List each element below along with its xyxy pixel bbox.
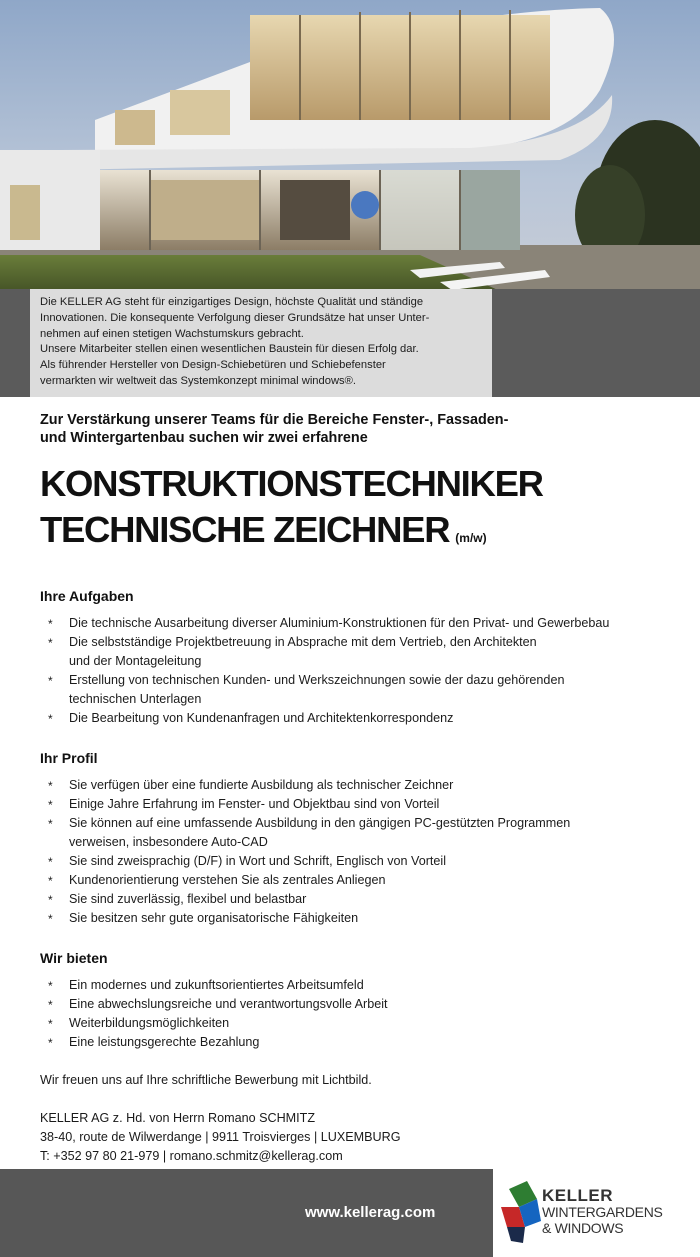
logo-keller: KELLER: [542, 1186, 613, 1205]
list-item: * Ein modernes und zukunftsorientiertes Arbeitsumfeld: [40, 976, 680, 995]
intro-line: Die KELLER AG steht für einzigartiges Design, höchste Qualität und ständige: [40, 296, 424, 308]
list-item: * Sie besitzen sehr gute organisatorische Fähigkeiten: [40, 909, 680, 928]
lead-line-2: und Wintergartenbau suchen wir zwei erfahrene: [40, 430, 368, 446]
list-item: * Sie sind zweisprachig (D/F) in Wort und Schrift, Englisch von Vorteil: [40, 852, 680, 871]
section-aufgaben: [40, 588, 680, 728]
aufgaben-list: [40, 614, 680, 728]
intro-line: Innovationen. Die konsequente Verfolgung dieser Grundsätze hat unser Unter-: [40, 311, 430, 324]
section-heading: Wir bieten: [40, 950, 108, 966]
intro-left-band: [0, 289, 30, 397]
website-link[interactable]: www.kellerag.com: [305, 1204, 436, 1221]
section-profil: [40, 750, 680, 928]
list-item: * Eine abwechslungsreiche und verantwortungsvolle Arbeit: [40, 995, 680, 1014]
job-title-line-2: TECHNISCHE ZEICHNER: [40, 509, 450, 550]
job-title-line-1: KONSTRUKTIONSTECHNIKER: [40, 463, 543, 504]
company-intro: [30, 289, 492, 397]
intro-right-band: [492, 289, 700, 397]
list-item: * Kundenorientierung verstehen Sie als zentrales Anliegen: [40, 871, 680, 890]
contact-block: [40, 1109, 680, 1166]
intro-line: vermarkten wir weltweit das Systemkonzept minimal windows®.: [40, 374, 356, 387]
list-item: * Die Bearbeitung von Kundenanfragen und Architektenkorrespondenz: [40, 709, 680, 728]
intro-line: nehmen auf einen stetigen Wachstumskurs gebracht.: [40, 327, 304, 340]
job-ad-content: [40, 397, 680, 1166]
list-item: * Einige Jahre Erfahrung im Fenster- und Objektbau sind von Vorteil: [40, 795, 680, 814]
contact-name: KELLER AG z. Hd. von Herrn Romano SCHMITZ: [40, 1111, 316, 1125]
closing-text: Wir freuen uns auf Ihre schriftliche Bewerbung mit Lichtbild.: [40, 1073, 372, 1087]
section-bieten: [40, 950, 680, 1052]
intro-line: Als führender Hersteller von Design-Schiebetüren und Schiebefenster: [40, 359, 386, 372]
list-item: * Sie sind zuverlässig, flexibel und belastbar: [40, 890, 680, 909]
list-item: * Erstellung von technischen Kunden- und Werkszeichnungen sowie der dazu gehörenden technischen Unterlagen: [40, 671, 680, 709]
keller-cube-logo-icon: [497, 1177, 547, 1247]
lead-text: [40, 411, 680, 447]
contact-address: 38-40, route de Wilwerdange | 9911 Troisvierges | LUXEMBURG: [40, 1130, 401, 1144]
bieten-list: [40, 976, 680, 1052]
list-item: * Weiterbildungsmöglichkeiten: [40, 1014, 680, 1033]
list-item: * Die technische Ausarbeitung diverser Aluminium-Konstruktionen für den Privat- und Gewerbebau: [40, 614, 680, 633]
list-item: * Sie verfügen über eine fundierte Ausbildung als technischer Zeichner: [40, 776, 680, 795]
intro-line: Unsere Mitarbeiter stellen einen wesentlichen Baustein für diesen Erfolg dar.: [40, 343, 419, 356]
lead-line-1: Zur Verstärkung unserer Teams für die Bereiche Fenster-, Fassaden-: [40, 412, 509, 428]
contact-phone-email[interactable]: T: +352 97 80 21-979 | romano.schmitz@kellerag.com: [40, 1149, 343, 1163]
list-item: * Eine leistungsgerechte Bezahlung: [40, 1033, 680, 1052]
gender-suffix: (m/w): [455, 531, 487, 545]
profil-list: [40, 776, 680, 928]
list-item: * Die selbstständige Projektbetreuung in Absprache mit dem Vertrieb, den Architekten und der Montageleitung: [40, 633, 680, 671]
logo-wintergardens: WINTERGARDENS: [542, 1204, 663, 1220]
section-heading: Ihr Profil: [40, 750, 98, 766]
logo-windows: & WINDOWS: [542, 1220, 624, 1236]
list-item: * Sie können auf eine umfassende Ausbildung in den gängigen PC-gestützten Programmen verweisen, insbesondere Auto-CAD: [40, 814, 680, 852]
section-heading: Ihre Aufgaben: [40, 588, 134, 604]
logo-wordmark: [542, 1188, 663, 1236]
job-title: [40, 461, 680, 561]
